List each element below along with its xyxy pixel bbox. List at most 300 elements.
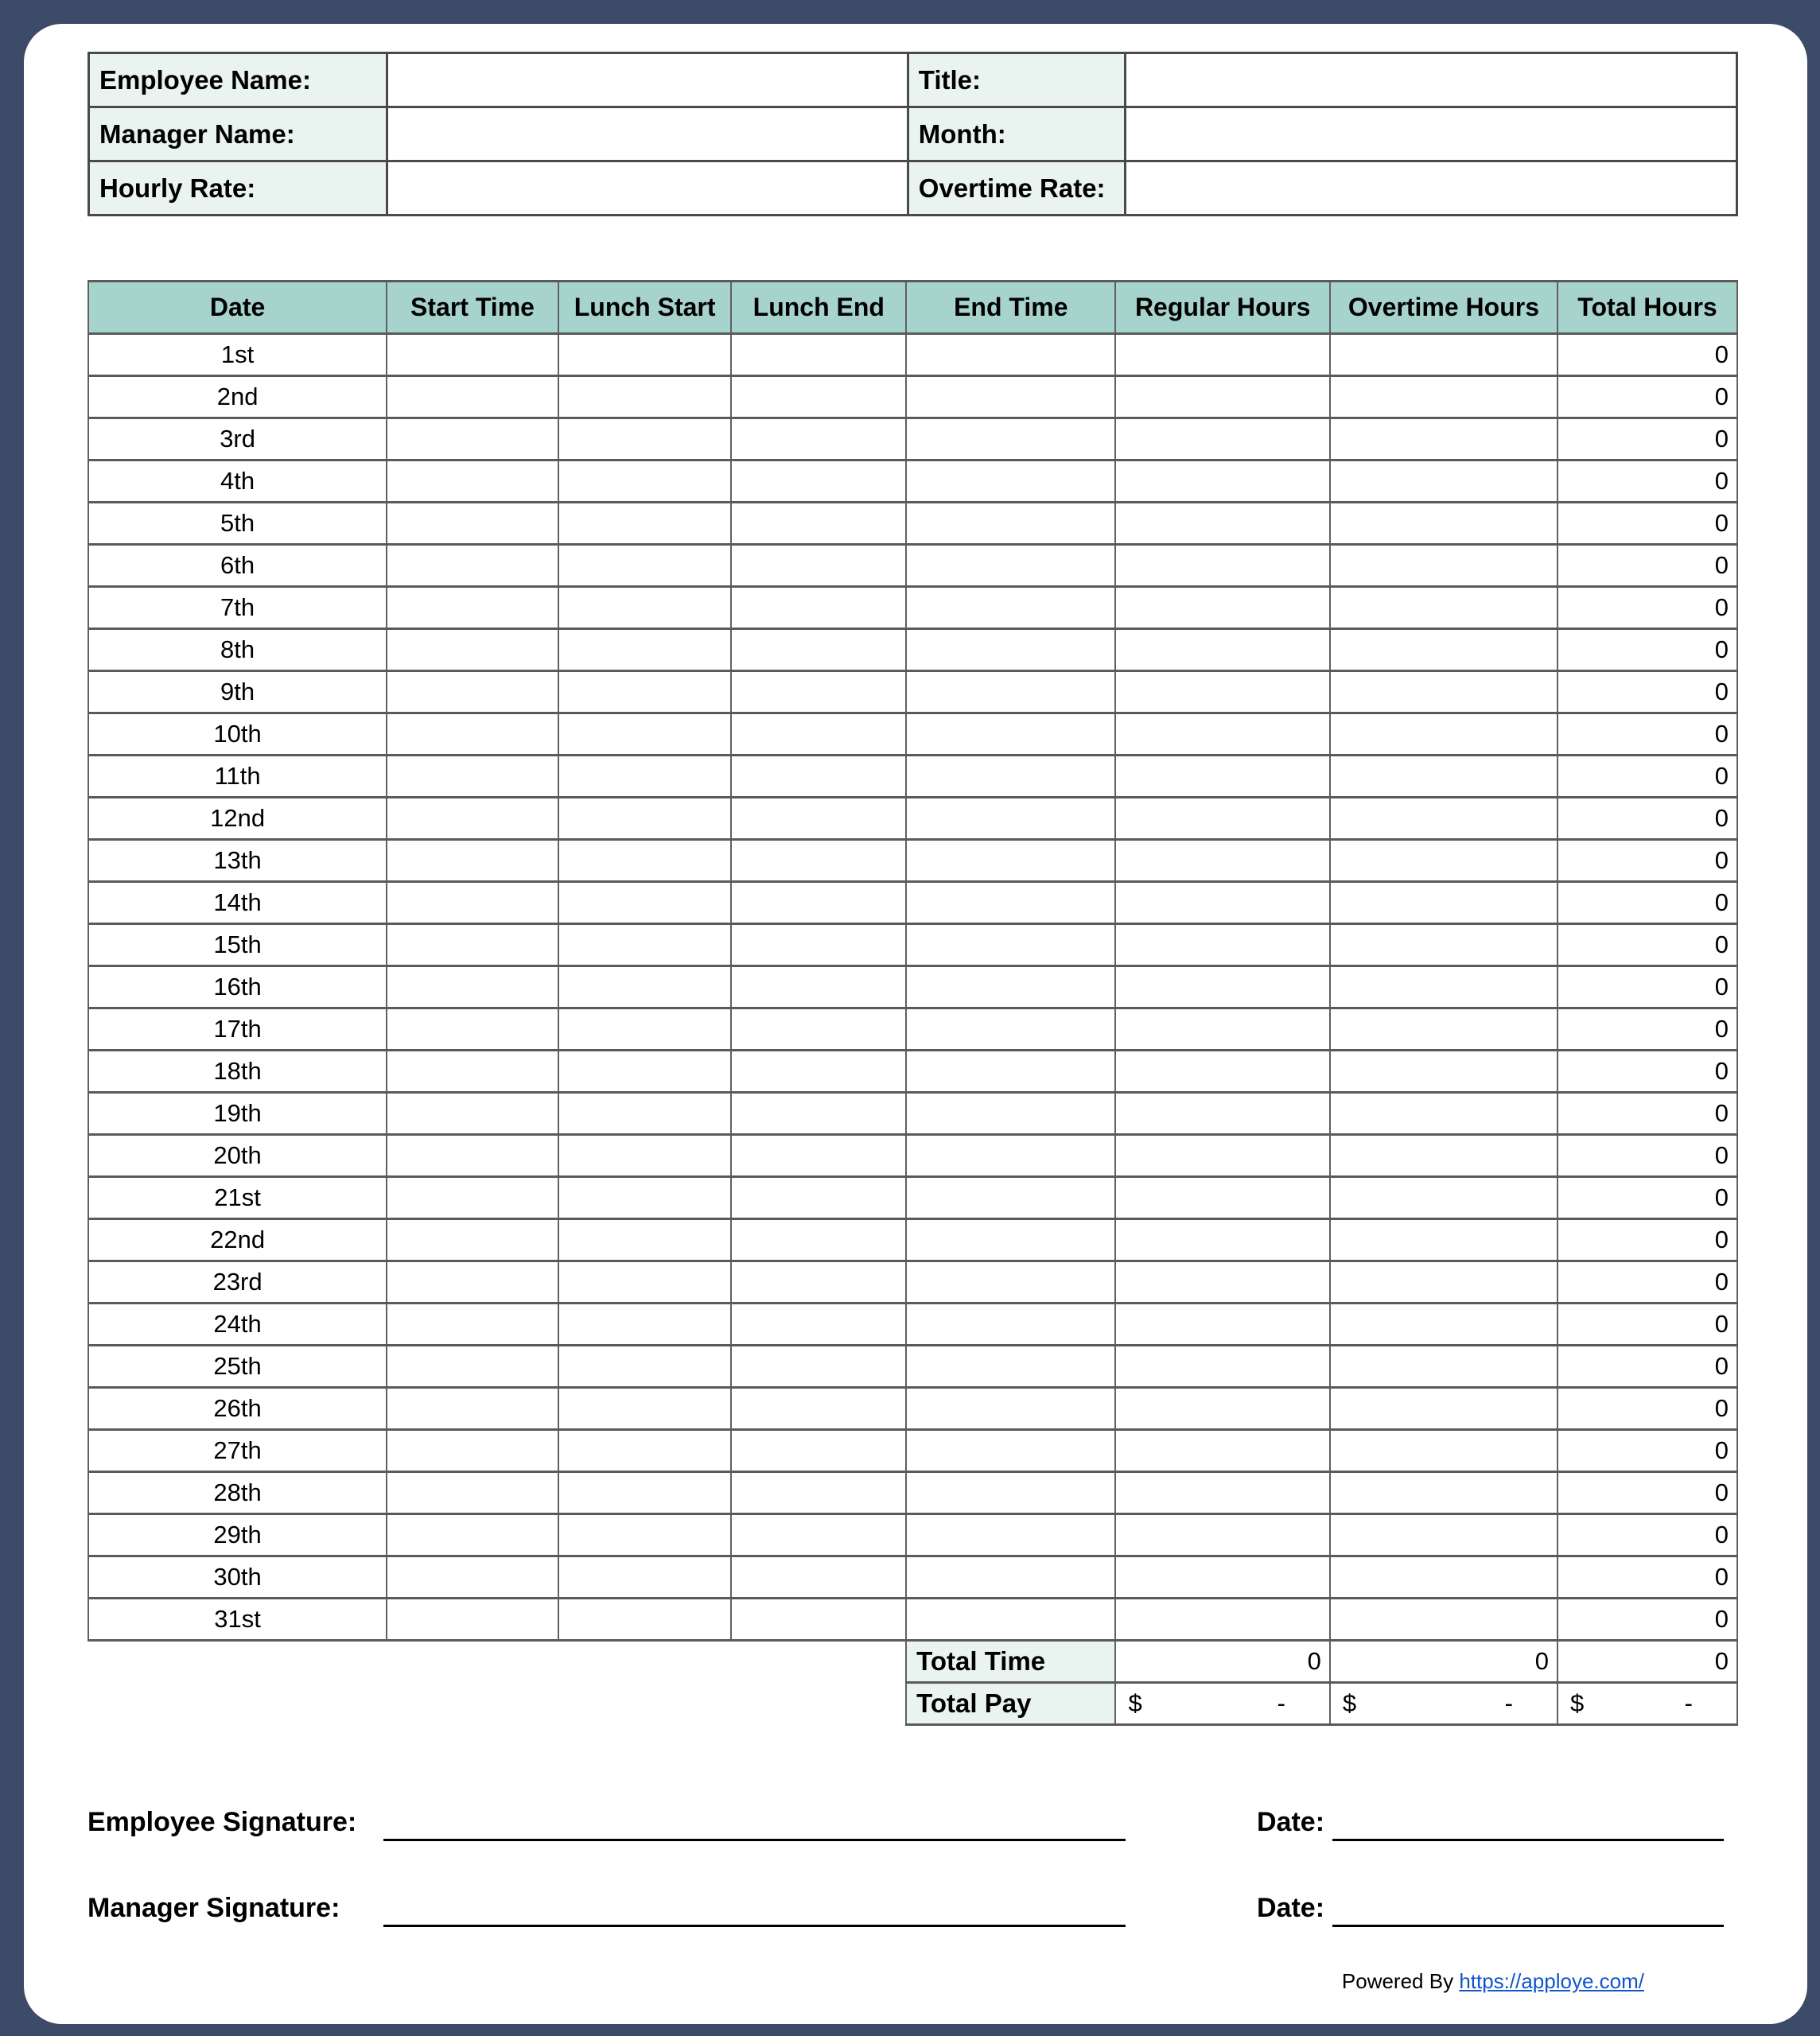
regular-hours-cell[interactable] [1115,713,1329,756]
lunch-end-cell[interactable] [731,713,906,756]
lunch-start-cell[interactable] [558,1219,732,1261]
total-pay-total-cell [1558,1683,1737,1725]
lunch-end-cell[interactable] [731,1388,906,1430]
total-hours-cell: 0 [1558,1008,1737,1051]
regular-hours-cell[interactable] [1115,545,1329,587]
start-time-cell[interactable] [387,545,558,587]
overtime-hours-cell[interactable] [1330,1008,1558,1051]
total-time-regular-value: 0 [1115,1641,1329,1683]
overtime-hours-cell[interactable] [1330,1177,1558,1219]
regular-hours-cell[interactable] [1115,924,1329,966]
end-time-cell[interactable] [906,1135,1115,1177]
regular-hours-cell[interactable] [1115,1008,1329,1051]
total-pay-regular-value: - [1277,1689,1285,1717]
start-time-cell[interactable] [387,1430,558,1472]
start-time-cell[interactable] [387,1261,558,1304]
total-pay-label: Total Pay [906,1683,1115,1725]
timesheet-day-row [88,671,1737,713]
overtime-hours-cell[interactable] [1330,460,1558,503]
end-time-cell[interactable] [906,1261,1115,1304]
lunch-start-cell[interactable] [558,1051,732,1093]
total-time-total-value: 0 [1558,1641,1737,1683]
total-time-overtime-value: 0 [1330,1641,1558,1683]
overtime-hours-cell[interactable] [1330,376,1558,418]
lunch-end-cell[interactable] [731,1008,906,1051]
lunch-start-cell[interactable] [558,1346,732,1388]
regular-hours-cell[interactable] [1115,629,1329,671]
end-time-cell[interactable] [906,1514,1115,1556]
timesheet-day-row [88,1261,1737,1304]
footer [1342,1969,1644,1994]
end-time-cell[interactable] [906,1177,1115,1219]
end-time-cell[interactable] [906,587,1115,629]
end-time-cell[interactable] [906,1219,1115,1261]
date-cell: 23rd [88,1261,387,1304]
date-cell: 17th [88,1008,387,1051]
start-time-cell[interactable] [387,1177,558,1219]
end-time-cell[interactable] [906,1472,1115,1514]
start-time-cell[interactable] [387,756,558,798]
regular-hours-cell[interactable] [1115,503,1329,545]
end-time-cell[interactable] [906,671,1115,713]
total-hours-cell: 0 [1558,545,1737,587]
lunch-end-cell[interactable] [731,545,906,587]
date-cell: 13th [88,840,387,882]
regular-hours-cell[interactable] [1115,1135,1329,1177]
total-hours-cell: 0 [1558,460,1737,503]
overtime-hours-cell[interactable] [1330,587,1558,629]
timesheet-day-row [88,1346,1737,1388]
total-time-row [88,1641,1737,1683]
end-time-cell[interactable] [906,1008,1115,1051]
employee-signature-row [88,1801,1738,1841]
timesheet-day-row [88,376,1737,418]
total-hours-cell: 0 [1558,1304,1737,1346]
manager-name-field[interactable] [387,107,908,161]
lunch-start-cell[interactable] [558,882,732,924]
regular-hours-cell[interactable] [1115,376,1329,418]
totals-blank-area [88,1641,906,1683]
lunch-end-cell[interactable] [731,1346,906,1388]
lunch-end-cell[interactable] [731,1430,906,1472]
lunch-start-cell[interactable] [558,840,732,882]
date-cell: 26th [88,1388,387,1430]
end-time-cell[interactable] [906,1304,1115,1346]
regular-hours-cell[interactable] [1115,1346,1329,1388]
column-header-date: Date [88,282,387,334]
column-header-overtime-hours: Overtime Hours [1330,282,1558,334]
date-cell: 3rd [88,418,387,460]
start-time-cell[interactable] [387,1388,558,1430]
manager-signature-label: Manager Signature: [88,1893,340,1923]
manager-signature-line[interactable] [383,1895,1126,1927]
lunch-end-cell[interactable] [731,1135,906,1177]
regular-hours-cell[interactable] [1115,671,1329,713]
regular-hours-cell[interactable] [1115,1556,1329,1599]
info-row-manager [89,107,1737,161]
regular-hours-cell[interactable] [1115,1261,1329,1304]
date-cell: 25th [88,1346,387,1388]
end-time-cell[interactable] [906,460,1115,503]
lunch-end-cell[interactable] [731,966,906,1008]
column-header-lunch-start: Lunch Start [558,282,732,334]
lunch-end-cell[interactable] [731,840,906,882]
lunch-start-cell[interactable] [558,798,732,840]
currency-symbol: $ [1342,1689,1357,1717]
start-time-cell[interactable] [387,671,558,713]
end-time-cell[interactable] [906,418,1115,460]
start-time-cell[interactable] [387,1135,558,1177]
total-time-label: Total Time [906,1641,1115,1683]
overtime-hours-cell[interactable] [1330,1388,1558,1430]
date-cell: 4th [88,460,387,503]
end-time-cell[interactable] [906,966,1115,1008]
start-time-cell[interactable] [387,1514,558,1556]
end-time-cell[interactable] [906,840,1115,882]
date-cell: 21st [88,1177,387,1219]
apploye-link[interactable]: https://apploye.com/ [1459,1969,1644,1993]
timesheet-day-row [88,1514,1737,1556]
total-pay-total-value: - [1684,1689,1693,1717]
overtime-hours-cell[interactable] [1330,418,1558,460]
timesheet-table [88,280,1738,1726]
lunch-start-cell[interactable] [558,1261,732,1304]
overtime-hours-cell[interactable] [1330,1472,1558,1514]
date-cell: 14th [88,882,387,924]
overtime-hours-cell[interactable] [1330,503,1558,545]
date-cell: 6th [88,545,387,587]
date-cell: 30th [88,1556,387,1599]
total-hours-cell: 0 [1558,376,1737,418]
total-hours-cell: 0 [1558,882,1737,924]
date-cell: 31st [88,1599,387,1641]
overtime-hours-cell[interactable] [1330,1219,1558,1261]
hourly-rate-label: Hourly Rate: [89,161,387,216]
total-hours-cell: 0 [1558,671,1737,713]
lunch-start-cell[interactable] [558,671,732,713]
date-cell: 22nd [88,1219,387,1261]
end-time-cell[interactable] [906,1430,1115,1472]
overtime-hours-cell[interactable] [1330,1346,1558,1388]
start-time-cell[interactable] [387,503,558,545]
overtime-hours-cell[interactable] [1330,1514,1558,1556]
regular-hours-cell[interactable] [1115,1388,1329,1430]
title-label: Title: [908,53,1126,107]
lunch-end-cell[interactable] [731,629,906,671]
column-header-lunch-end: Lunch End [731,282,906,334]
lunch-start-cell[interactable] [558,1135,732,1177]
timesheet-header-row [88,282,1737,334]
total-hours-cell: 0 [1558,966,1737,1008]
month-field[interactable] [1126,107,1737,161]
total-hours-cell: 0 [1558,1219,1737,1261]
timesheet-day-row [88,713,1737,756]
start-time-cell[interactable] [387,1346,558,1388]
lunch-end-cell[interactable] [731,756,906,798]
lunch-start-cell[interactable] [558,1177,732,1219]
end-time-cell[interactable] [906,1599,1115,1641]
start-time-cell[interactable] [387,1051,558,1093]
lunch-start-cell[interactable] [558,1388,732,1430]
employee-signature-label: Employee Signature: [88,1807,357,1837]
manager-date-line[interactable] [1332,1895,1724,1927]
start-time-cell[interactable] [387,924,558,966]
page-content [88,24,1738,2024]
regular-hours-cell[interactable] [1115,1599,1329,1641]
overtime-hours-cell[interactable] [1330,1556,1558,1599]
overtime-hours-cell[interactable] [1330,924,1558,966]
regular-hours-cell[interactable] [1115,334,1329,376]
regular-hours-cell[interactable] [1115,587,1329,629]
overtime-hours-cell[interactable] [1330,545,1558,587]
lunch-end-cell[interactable] [731,334,906,376]
overtime-hours-cell[interactable] [1330,966,1558,1008]
date-cell: 28th [88,1472,387,1514]
start-time-cell[interactable] [387,798,558,840]
lunch-start-cell[interactable] [558,1514,732,1556]
overtime-rate-field[interactable] [1126,161,1737,216]
timesheet-day-row [88,1430,1737,1472]
lunch-end-cell[interactable] [731,882,906,924]
lunch-start-cell[interactable] [558,1093,732,1135]
lunch-start-cell[interactable] [558,334,732,376]
lunch-end-cell[interactable] [731,671,906,713]
end-time-cell[interactable] [906,882,1115,924]
date-cell: 7th [88,587,387,629]
lunch-end-cell[interactable] [731,1599,906,1641]
start-time-cell[interactable] [387,1304,558,1346]
lunch-start-cell[interactable] [558,1599,732,1641]
start-time-cell[interactable] [387,376,558,418]
lunch-start-cell[interactable] [558,418,732,460]
currency-symbol: $ [1569,1689,1585,1717]
manager-signature-row [88,1887,1738,1927]
end-time-cell[interactable] [906,713,1115,756]
total-hours-cell: 0 [1558,924,1737,966]
employee-date-line[interactable] [1332,1809,1724,1841]
start-time-cell[interactable] [387,966,558,1008]
lunch-start-cell[interactable] [558,629,732,671]
regular-hours-cell[interactable] [1115,418,1329,460]
regular-hours-cell[interactable] [1115,1177,1329,1219]
start-time-cell[interactable] [387,418,558,460]
lunch-start-cell[interactable] [558,503,732,545]
end-time-cell[interactable] [906,629,1115,671]
timesheet-day-row [88,334,1737,376]
regular-hours-cell[interactable] [1115,1430,1329,1472]
lunch-end-cell[interactable] [731,503,906,545]
overtime-hours-cell[interactable] [1330,798,1558,840]
column-header-regular-hours: Regular Hours [1115,282,1329,334]
end-time-cell[interactable] [906,334,1115,376]
timesheet-day-row [88,882,1737,924]
start-time-cell[interactable] [387,587,558,629]
overtime-hours-cell[interactable] [1330,334,1558,376]
lunch-start-cell[interactable] [558,1556,732,1599]
start-time-cell[interactable] [387,713,558,756]
total-hours-cell: 0 [1558,840,1737,882]
lunch-start-cell[interactable] [558,1472,732,1514]
lunch-end-cell[interactable] [731,1261,906,1304]
overtime-hours-cell[interactable] [1330,713,1558,756]
lunch-end-cell[interactable] [731,798,906,840]
overtime-hours-cell[interactable] [1330,671,1558,713]
overtime-hours-cell[interactable] [1330,1093,1558,1135]
lunch-start-cell[interactable] [558,376,732,418]
overtime-hours-cell[interactable] [1330,1261,1558,1304]
start-time-cell[interactable] [387,629,558,671]
lunch-end-cell[interactable] [731,1219,906,1261]
end-time-cell[interactable] [906,756,1115,798]
overtime-hours-cell[interactable] [1330,1599,1558,1641]
date-cell: 5th [88,503,387,545]
regular-hours-cell[interactable] [1115,756,1329,798]
end-time-cell[interactable] [906,1556,1115,1599]
total-hours-cell: 0 [1558,1051,1737,1093]
overtime-hours-cell[interactable] [1330,1051,1558,1093]
column-header-total-hours: Total Hours [1558,282,1737,334]
date-cell: 27th [88,1430,387,1472]
employee-signature-line[interactable] [383,1809,1126,1841]
regular-hours-cell[interactable] [1115,1304,1329,1346]
date-cell: 1st [88,334,387,376]
total-hours-cell: 0 [1558,1599,1737,1641]
end-time-cell[interactable] [906,924,1115,966]
end-time-cell[interactable] [906,376,1115,418]
end-time-cell[interactable] [906,545,1115,587]
lunch-end-cell[interactable] [731,1556,906,1599]
timesheet-day-row [88,1472,1737,1514]
total-pay-overtime-value: - [1504,1689,1513,1717]
lunch-end-cell[interactable] [731,376,906,418]
timesheet-day-row [88,1093,1737,1135]
end-time-cell[interactable] [906,1388,1115,1430]
overtime-hours-cell[interactable] [1330,1430,1558,1472]
lunch-end-cell[interactable] [731,418,906,460]
powered-by-text: Powered By [1341,1969,1454,1993]
lunch-start-cell[interactable] [558,587,732,629]
regular-hours-cell[interactable] [1115,460,1329,503]
date-cell: 29th [88,1514,387,1556]
overtime-hours-cell[interactable] [1330,1135,1558,1177]
date-cell: 18th [88,1051,387,1093]
timesheet-day-row [88,756,1737,798]
month-label: Month: [908,107,1126,161]
lunch-end-cell[interactable] [731,1514,906,1556]
regular-hours-cell[interactable] [1115,1472,1329,1514]
lunch-end-cell[interactable] [731,460,906,503]
date-cell: 10th [88,713,387,756]
start-time-cell[interactable] [387,1472,558,1514]
hourly-rate-field[interactable] [387,161,908,216]
date-cell: 24th [88,1304,387,1346]
lunch-end-cell[interactable] [731,1177,906,1219]
timesheet-day-row [88,840,1737,882]
regular-hours-cell[interactable] [1115,1093,1329,1135]
total-hours-cell: 0 [1558,1388,1737,1430]
lunch-end-cell[interactable] [731,1051,906,1093]
start-time-cell[interactable] [387,1008,558,1051]
end-time-cell[interactable] [906,1346,1115,1388]
timesheet-day-row [88,1008,1737,1051]
overtime-hours-cell[interactable] [1330,840,1558,882]
regular-hours-cell[interactable] [1115,840,1329,882]
start-time-cell[interactable] [387,840,558,882]
regular-hours-cell[interactable] [1115,1514,1329,1556]
overtime-hours-cell[interactable] [1330,629,1558,671]
end-time-cell[interactable] [906,798,1115,840]
date-cell: 2nd [88,376,387,418]
overtime-hours-cell[interactable] [1330,756,1558,798]
overtime-hours-cell[interactable] [1330,1304,1558,1346]
regular-hours-cell[interactable] [1115,966,1329,1008]
start-time-cell[interactable] [387,882,558,924]
regular-hours-cell[interactable] [1115,798,1329,840]
date-cell: 9th [88,671,387,713]
date-cell: 20th [88,1135,387,1177]
lunch-end-cell[interactable] [731,1304,906,1346]
total-hours-cell: 0 [1558,1177,1737,1219]
lunch-start-cell[interactable] [558,924,732,966]
timesheet-day-row [88,503,1737,545]
end-time-cell[interactable] [906,503,1115,545]
lunch-start-cell[interactable] [558,545,732,587]
total-hours-cell: 0 [1558,713,1737,756]
timesheet-day-row [88,1051,1737,1093]
lunch-end-cell[interactable] [731,924,906,966]
start-time-cell[interactable] [387,1556,558,1599]
timesheet-day-row [88,460,1737,503]
manager-name-label: Manager Name: [89,107,387,161]
timesheet-day-row [88,1304,1737,1346]
end-time-cell[interactable] [906,1051,1115,1093]
lunch-start-cell[interactable] [558,1430,732,1472]
totals-blank-area [88,1683,906,1725]
regular-hours-cell[interactable] [1115,1219,1329,1261]
total-hours-cell: 0 [1558,756,1737,798]
regular-hours-cell[interactable] [1115,1051,1329,1093]
timesheet-day-row [88,1177,1737,1219]
total-hours-cell: 0 [1558,1430,1737,1472]
column-header-end-time: End Time [906,282,1115,334]
total-hours-cell: 0 [1558,1261,1737,1304]
start-time-cell[interactable] [387,334,558,376]
lunch-start-cell[interactable] [558,1304,732,1346]
start-time-cell[interactable] [387,1599,558,1641]
start-time-cell[interactable] [387,460,558,503]
date-cell: 8th [88,629,387,671]
lunch-start-cell[interactable] [558,1008,732,1051]
lunch-start-cell[interactable] [558,966,732,1008]
lunch-end-cell[interactable] [731,1093,906,1135]
lunch-start-cell[interactable] [558,713,732,756]
title-field[interactable] [1126,53,1737,107]
lunch-start-cell[interactable] [558,756,732,798]
lunch-end-cell[interactable] [731,1472,906,1514]
timesheet-day-row [88,966,1737,1008]
regular-hours-cell[interactable] [1115,882,1329,924]
overtime-hours-cell[interactable] [1330,882,1558,924]
start-time-cell[interactable] [387,1219,558,1261]
employee-name-field[interactable] [387,53,908,107]
start-time-cell[interactable] [387,1093,558,1135]
lunch-end-cell[interactable] [731,587,906,629]
info-row-rates [89,161,1737,216]
overtime-rate-label: Overtime Rate: [908,161,1126,216]
timesheet-day-row [88,1219,1737,1261]
end-time-cell[interactable] [906,1093,1115,1135]
lunch-start-cell[interactable] [558,460,732,503]
